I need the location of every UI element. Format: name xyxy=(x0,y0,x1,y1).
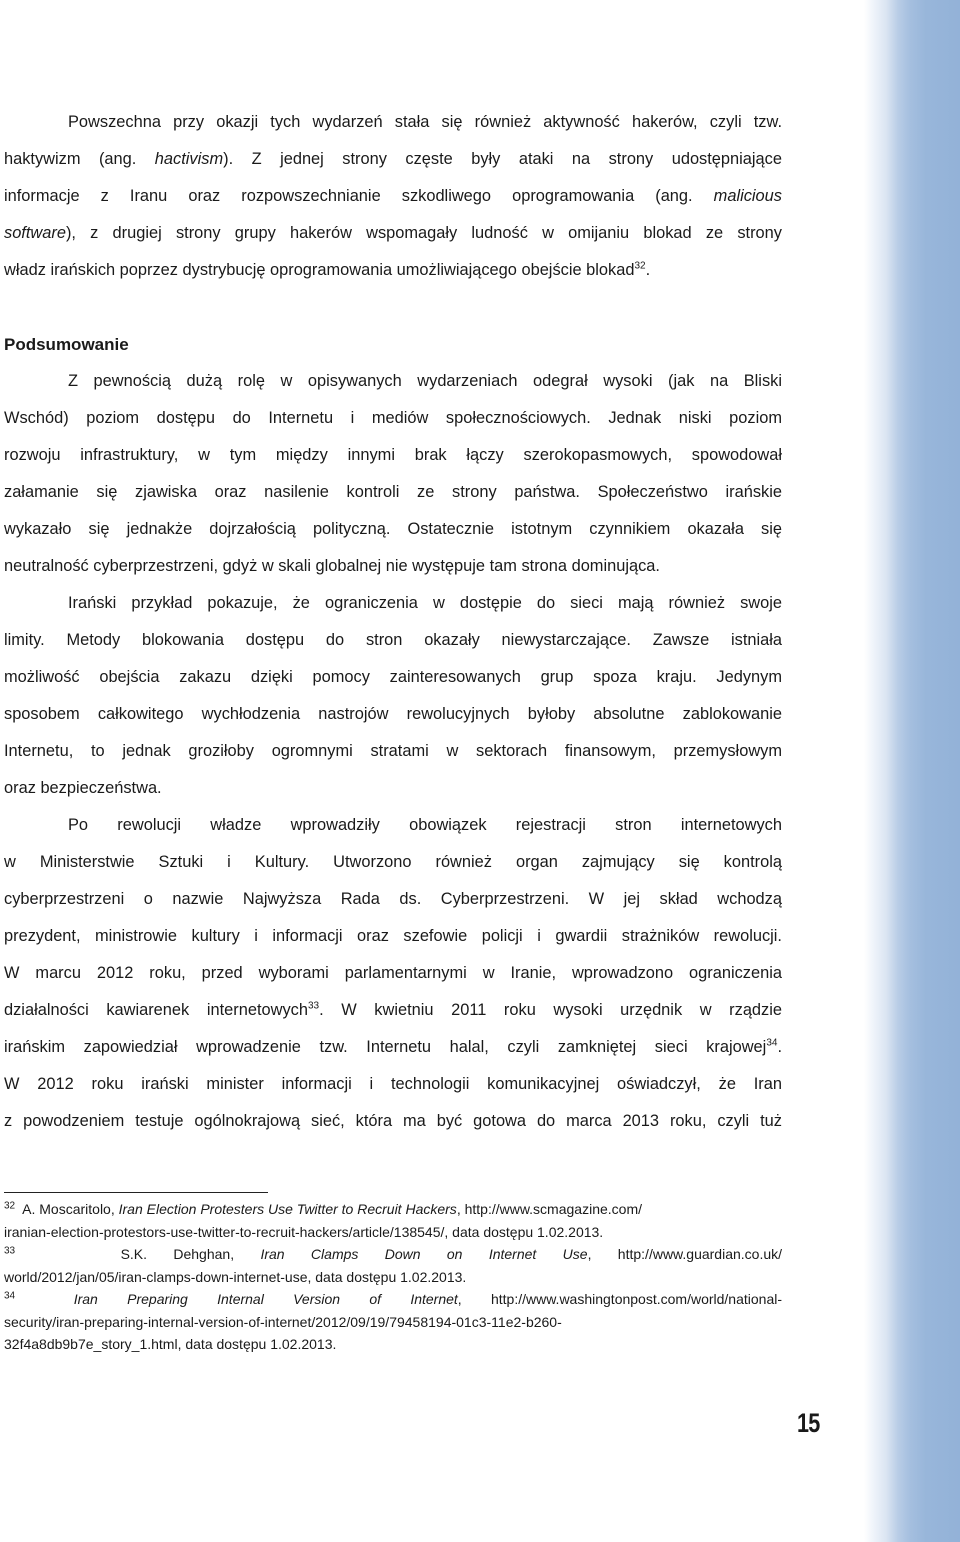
text-line: irańskim zapowiedział wprowadzenie tzw. Internetu halal, czyli zamkniętej sieci krajowej$^{34}$. xyxy=(4,1037,782,1056)
footnote-32: $^{32}$ A. Moscaritolo, Iran Election Protesters Use Twitter to Recruit Hackers, http://www.scmagazine.com/ xyxy=(4,1200,642,1217)
footnote-ref-33[interactable]: 33 xyxy=(307,1000,320,1012)
text-line: sposobem całkowitego wychłodzenia nastrojów rewolucyjnych byłoby absolutne zablokowanie xyxy=(4,705,782,723)
text-line: wykazało się jednakże dojrzałością polityczną. Ostatecznie istotnym czynnikiem okazała się xyxy=(4,520,782,538)
text-line: oraz bezpieczeństwa. xyxy=(4,779,162,797)
text-line: załamanie się zjawiska oraz nasilenie kontroli ze strony państwa. Społeczeństwo irańskie xyxy=(4,483,782,501)
text-line: haktywizm (ang. hactivism). Z jednej strony częste były ataki na strony udostępniające xyxy=(4,150,782,168)
text-line: neutralność cyberprzestrzeni, gdyż w skali globalnej nie występuje tam strona dominująca. xyxy=(4,557,660,575)
text-line: Po rewolucji władze wprowadziły obowiązek rejestracji stron internetowych xyxy=(68,816,782,834)
decorative-sidebar xyxy=(864,0,960,1542)
footnote-34-cont[interactable]: security/iran-preparing-internal-version-of-internet/2012/09/19/79458194-01c3-11e2-b260- xyxy=(4,1313,562,1330)
text-line: software), z drugiej strony grupy hakerów wspomagały ludność w omijaniu blokad ze strony xyxy=(4,224,782,242)
paragraph-iranian-example xyxy=(4,585,782,807)
text-line: możliwość obejścia zakazu dzięki pomocy zainteresowanych grup spoza kraju. Jedynym xyxy=(4,668,782,686)
text-line: Internetu, to jednak groziłoby ogromnymi stratami w sektorach finansowym, przemysłowym xyxy=(4,742,782,760)
text-line: władz irańskich poprzez dystrybucję oprogramowania umożliwiającego obejście blokad$^{32}$. xyxy=(4,260,651,279)
footnote-ref-32[interactable]: 32 xyxy=(634,260,646,272)
text-line: Irański przykład pokazuje, że ograniczenia w dostępie do sieci mają również swoje xyxy=(68,594,782,612)
footnote-33: $^{33}$ S.K. Dehghan, Iran Clamps Down on Internet Use, http://www.guardian.co.uk/ xyxy=(4,1245,783,1262)
footnote-34: $^{34}$ Iran Preparing Internal Version of Internet, http://www.washingtonpost.com/world/national- xyxy=(4,1290,783,1307)
footnote-32-cont[interactable]: iranian-election-protestors-use-twitter-to-recruit-hackers/article/138545/, data dostępu 1.02.2013. xyxy=(4,1223,604,1240)
footnote-separator xyxy=(4,1192,268,1193)
text-line: z powodzeniem testuje ogólnokrajową sieć, która ma być gotowa do marca 2013 roku, czyli tuż xyxy=(4,1112,782,1130)
page-body xyxy=(4,113,782,1140)
text-line: limity. Metody blokowania dostępu do stron okazały niewystarczające. Zawsze istniała xyxy=(4,631,782,649)
text-line: rozwoju infrastruktury, w tym między innymi brak łączy szerokopasmowych, spowodował xyxy=(4,446,782,464)
footnotes xyxy=(4,1198,782,1356)
text-line: Wschód) poziom dostępu do Internetu i mediów społecznościowych. Jednak niski poziom xyxy=(4,409,782,427)
paragraph-after-revolution xyxy=(4,807,782,1140)
text-line: Powszechna przy okazji tych wydarzeń stała się również aktywność hakerów, czyli tzw. xyxy=(68,113,782,131)
text-line: informacje z Iranu oraz rozpowszechnianie szkodliwego oprogramowania (ang. malicious xyxy=(4,187,782,205)
footnote-ref-34[interactable]: 34 xyxy=(766,1037,778,1049)
section-heading: Podsumowanie xyxy=(4,335,129,354)
text-line: Z pewnością dużą rolę w opisywanych wydarzeniach odegrał wysoki (jak na Bliski xyxy=(68,372,782,390)
text-line: W 2012 roku irański minister informacji i technologii komunikacyjnej oświadczył, że Iran xyxy=(4,1075,782,1093)
text-line: W marcu 2012 roku, przed wyborami parlamentarnymi w Iranie, wprowadzono ograniczenia xyxy=(4,964,782,982)
text-line: cyberprzestrzeni o nazwie Najwyższa Rada ds. Cyberprzestrzeni. W jej skład wchodzą xyxy=(4,890,782,908)
paragraph-summary xyxy=(4,363,782,585)
text-line: prezydent, ministrowie kultury i informacji oraz szefowie policji i gwardii strażników rewolucji. xyxy=(4,927,782,945)
footnote-33-cont[interactable]: world/2012/jan/05/iran-clamps-down-internet-use, data dostępu 1.02.2013. xyxy=(4,1268,467,1285)
paragraph-hacktivism xyxy=(4,104,782,289)
footnote-34-cont2[interactable]: 32f4a8db9b7e_story_1.html, data dostępu 1.02.2013. xyxy=(4,1336,337,1352)
text-line: działalności kawiarenek internetowych$^{33}$. W kwietniu 2011 roku wysoki urzędnik w rządzie xyxy=(4,1000,782,1019)
page-number: 15 xyxy=(797,1408,820,1438)
text-line: w Ministerstwie Sztuki i Kultury. Utworzono również organ zajmujący się kontrolą xyxy=(4,853,782,871)
